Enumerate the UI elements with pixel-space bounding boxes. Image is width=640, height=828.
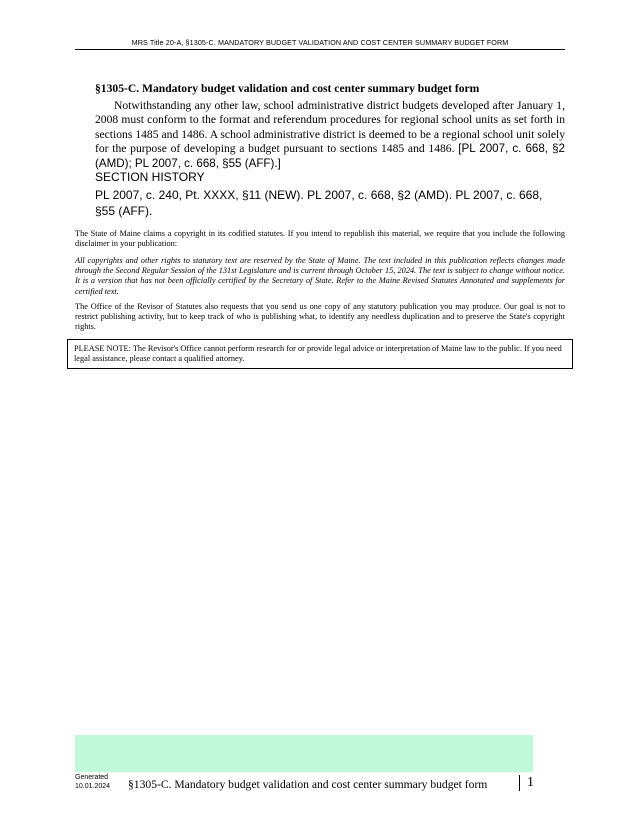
footer-band xyxy=(75,735,533,772)
page-number: 1 xyxy=(527,775,534,790)
footer-title: §1305-C. Mandatory budget validation and cost center summary budget form xyxy=(128,778,488,791)
copyright-disclaimer: All copyrights and other rights to statutory text are reserved by the State of Maine. The text included in this publication reflects changes made through the Second Regular Session of the 131st Legislature and is current through October 15, 2024. The text is subject to change without notice. It is a version that has not been officially certified by the Secretary of State. Refer to the Maine Revised Statutes Annotated and supplements for certified text. xyxy=(75,256,565,296)
section-history-text: PL 2007, c. 240, Pt. XXXX, §11 (NEW). PL 2007, c. 668, §2 (AMD). PL 2007, c. 668, §55 (AFF). xyxy=(95,188,543,218)
footer-divider xyxy=(519,775,520,791)
section-title: §1305-C. Mandatory budget validation and cost center summary budget form xyxy=(95,82,480,95)
copyright-notice: The State of Maine claims a copyright in its codified statutes. If you intend to republish this material, we require that you include the following disclaimer in your publication: xyxy=(75,229,565,249)
please-note-box: PLEASE NOTE: The Revisor's Office cannot perform research for or provide legal advice or interpretation of Maine law to the public. If you need legal assistance, please contact a qualified attorney. xyxy=(67,339,573,369)
generated-date: 10.01.2024 xyxy=(75,783,111,790)
running-header: MRS Title 20-A, §1305-C. MANDATORY BUDGET VALIDATION AND COST CENTER SUMMARY BUDGET FORM xyxy=(75,38,565,50)
generated-stamp xyxy=(75,773,110,791)
revisor-request: The Office of the Revisor of Statutes also requests that you send us one copy of any statutory publication you may produce. Our goal is not to restrict publishing activity, but to keep track of who is publishing what, to identify any needless duplication and to preserve the State's copyright rights. xyxy=(75,302,565,332)
section-body-text: Notwithstanding any other law, school administrative district budgets developed after January 1, 2008 must conform to the format and referendum procedures for regional school units as set forth in sections 1485 and 1486. A school administrative district is deemed to be a regional school unit solely for the purpose of developing a budget pursuant to sections 1485 and 1486. xyxy=(95,99,565,156)
section-history-heading: SECTION HISTORY xyxy=(95,170,205,184)
generated-label: Generated xyxy=(75,774,109,781)
section-citation: [PL 2007, c. 668, §2 (AMD); PL 2007, c. 668, §55 (AFF).] xyxy=(95,142,565,170)
section-body xyxy=(95,99,565,171)
